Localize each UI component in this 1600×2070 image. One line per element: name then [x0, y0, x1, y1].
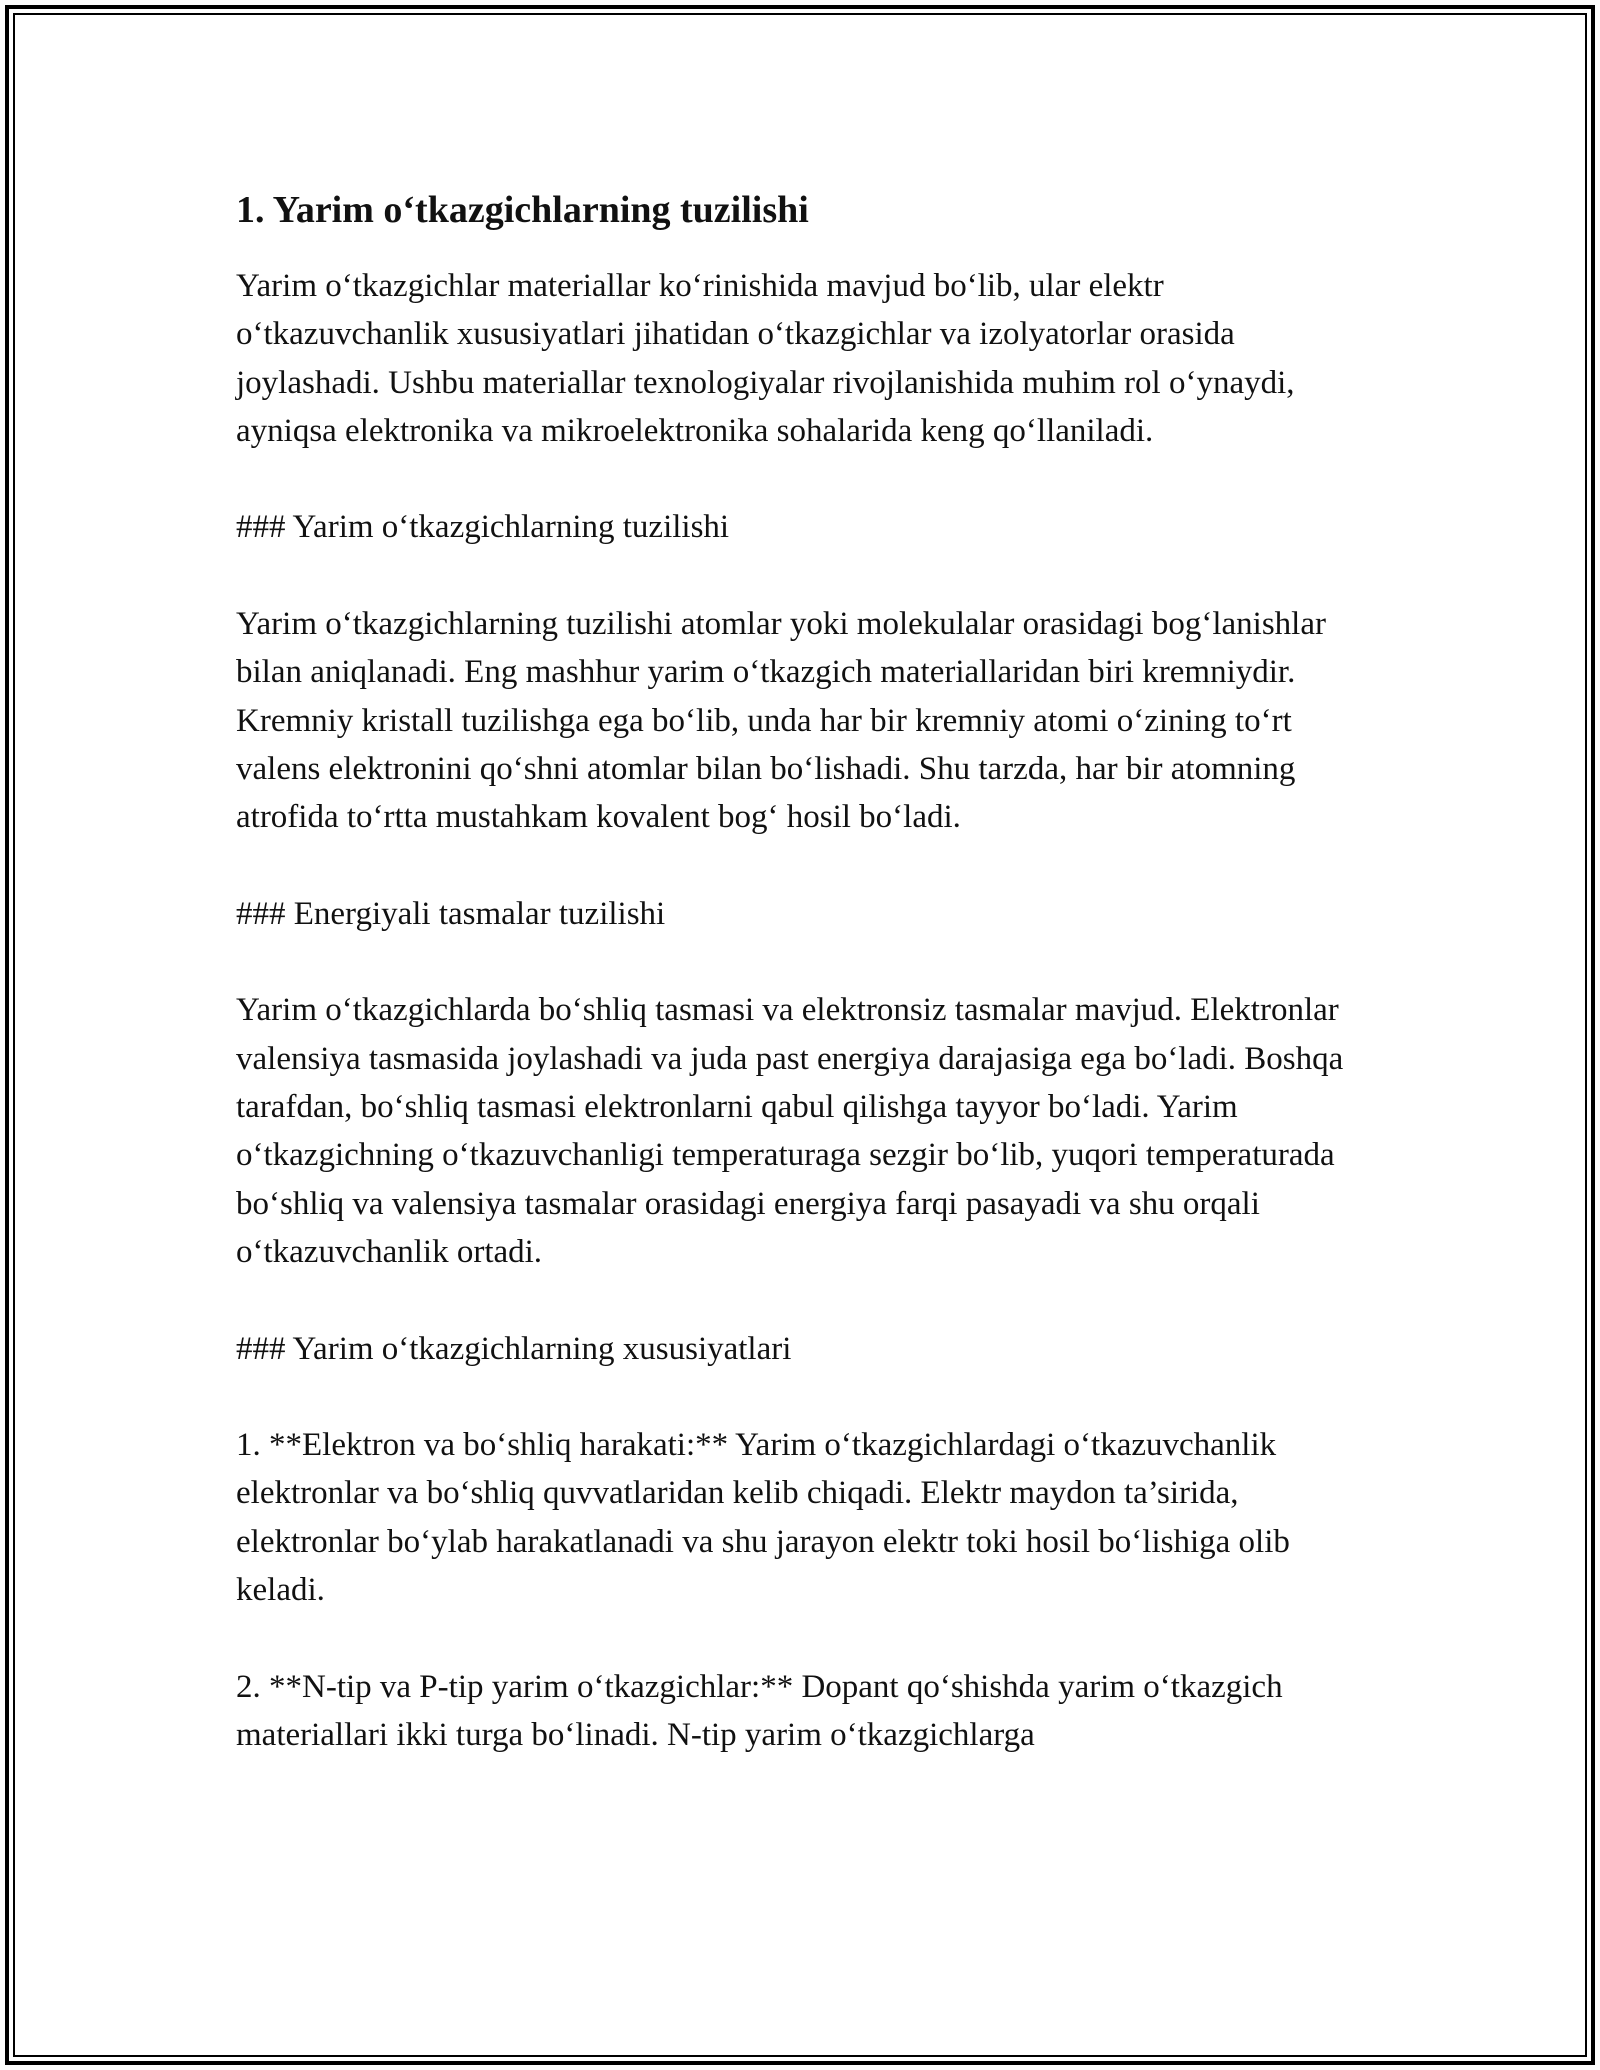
list-item-n-p-type: 2. **N-tip va P-tip yarim o‘tkazgichlar:** Dopant qo‘shishda yarim o‘tkazgich materiallari ikki turga bo‘linadi. N-tip yarim o‘tkazgichlarga — [236, 1668, 1283, 1753]
paragraph-energy-bands: Yarim o‘tkazgichlarda bo‘shliq tasmasi va elektronsiz tasmalar mavjud. Elektronlar valensiya tasmasida joylashadi va juda past energiya darajasiga ega bo‘ladi. Boshqa tarafdan, bo‘shliq tasmasi elektronlarni qabul qilishga tayyor bo‘ladi. Yarim o‘tkazgichning o‘tkazuvchanligi temperaturaga sezgir bo‘lib, yuqori temperaturada bo‘shliq va valensiya tasmalar orasidagi energiya farqi pasayadi va shu orqali o‘tkazuvchanlik ortadi. — [236, 992, 1344, 1270]
document-title: 1. Yarim o‘tkazgichlarning tuzilishi — [236, 189, 809, 231]
section-heading-structure: ### Yarim o‘tkazgichlarning tuzilishi — [236, 509, 730, 546]
list-item-electron-hole: 1. **Elektron va bo‘shliq harakati:** Yarim o‘tkazgichlardagi o‘tkazuvchanlik elektronlar va bo‘shliq quvvatlaridan kelib chiqadi. Elektr maydon ta’sirida, elektronlar bo‘ylab harakatlanadi va shu jarayon elektr toki hosil bo‘lishiga olib keladi. — [236, 1427, 1290, 1609]
paragraph-structure: Yarim o‘tkazgichlarning tuzilishi atomlar yoki molekulalar orasidagi bog‘lanishlar bilan aniqlanadi. Eng mashhur yarim o‘tkazgich materiallaridan biri kremniydir. Kremniy kristall tuzilishga ega bo‘lib, unda har bir kremniy atomi o‘zining to‘rt valens elektronini qo‘shni atomlar bilan bo‘lishadi. Shu tarzda, har bir atomning atrofida to‘rtta mustahkam kovalent bog‘ hosil bo‘ladi. — [236, 606, 1326, 836]
paragraph-intro: Yarim o‘tkazgichlar materiallar ko‘rinishida mavjud bo‘lib, ular elektr o‘tkazuvchanlik xususiyatlari jihatidan o‘tkazgichlar va izolyatorlar orasida joylashadi. Ushbu materiallar texnologiyalar rivojlanishida muhim rol o‘ynaydi, ayniqsa elektronika va mikroelektronika sohalarida keng qo‘llaniladi. — [236, 268, 1295, 449]
document-body — [236, 186, 1366, 1759]
section-heading-properties: ### Yarim o‘tkazgichlarning xususiyatlari — [236, 1330, 792, 1367]
section-heading-energy-bands: ### Energiyali tasmalar tuzilishi — [236, 895, 666, 932]
